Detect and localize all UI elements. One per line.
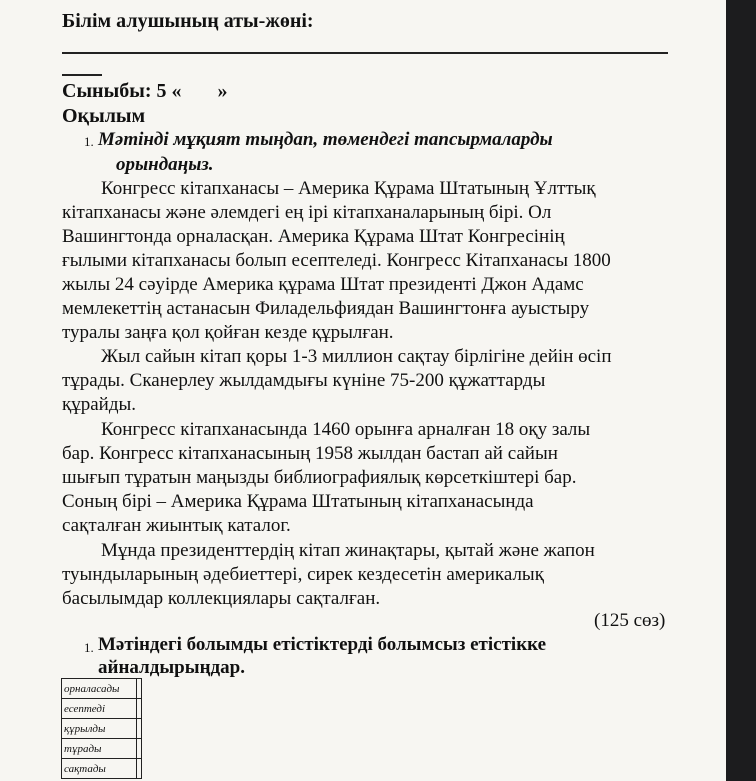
table-row bbox=[62, 719, 142, 739]
text-line: құрайды. bbox=[62, 394, 137, 415]
text-line: Мұнда президенттердің кітап жинақтары, қытай және жапон bbox=[101, 540, 595, 561]
verb-cell: құрылды bbox=[62, 719, 137, 739]
text-line: туралы заңға қол қойған кезде құрылған. bbox=[62, 322, 394, 343]
text-line: басылымдар коллекциялары сақталған. bbox=[62, 588, 381, 609]
text-line: тұрады. Сканерлеу жылдамдығы күніне 75-200 құжаттарды bbox=[62, 370, 546, 391]
text-line: Конгресс кітапханасы – Америка Құрама Штатының Ұлттық bbox=[101, 178, 596, 199]
class-value: 5 « bbox=[156, 80, 182, 102]
text-line: Конгресс кітапханасында 1460 орынға арналған 18 оқу залы bbox=[101, 419, 591, 440]
answer-cell[interactable] bbox=[137, 699, 142, 719]
task2-line1: Мәтіндегі болымды етістіктерді болымсыз етістікке bbox=[98, 634, 547, 655]
verb-cell: тұрады bbox=[62, 739, 137, 759]
verb-cell: сақтады bbox=[62, 759, 137, 779]
table-row bbox=[62, 739, 142, 759]
text-line: туындыларының әдебиеттері, сирек кездесетін америкалық bbox=[62, 564, 544, 585]
verb-cell: орналасады bbox=[62, 679, 137, 699]
name-answer-line bbox=[62, 52, 668, 54]
word-count: (125 сөз) bbox=[594, 610, 666, 631]
task2-number: 1. bbox=[84, 640, 94, 655]
table-row bbox=[62, 679, 142, 699]
task1-line2: орындаңыз. bbox=[116, 154, 214, 175]
text-line: ғылыми кітапханасы болып есептеледі. Конгресс Кітапханасы 1800 bbox=[62, 250, 611, 271]
text-line: Жыл сайын кітап қоры 1-3 миллион сақтау бірлігіне дейін өсіп bbox=[101, 346, 612, 367]
verbs-table bbox=[61, 678, 142, 779]
short-rule bbox=[62, 74, 102, 76]
answer-cell[interactable] bbox=[137, 739, 142, 759]
task1-line1: Мәтінді мұқият тыңдап, төмендегі тапсырмаларды bbox=[98, 129, 553, 150]
answer-cell[interactable] bbox=[137, 679, 142, 699]
class-line bbox=[62, 80, 227, 103]
text-line: мемлекеттің астанасын Филадельфиядан Вашингтонға ауыстыру bbox=[62, 298, 590, 319]
text-line: сақталған жиынтық каталог. bbox=[62, 515, 291, 536]
text-line: жылы 24 сәуірде Америка құрама Штат президенті Джон Адамс bbox=[62, 274, 584, 295]
table-row bbox=[62, 759, 142, 779]
section-title: Оқылым bbox=[62, 105, 146, 127]
text-line: шығып тұратын маңызды библиографиялық көрсеткіштері бар. bbox=[62, 467, 577, 488]
task2-line2: айналдырыңдар. bbox=[98, 657, 245, 678]
text-line: бар. Конгресс кітапханасының 1958 жылдан бастап ай сайын bbox=[62, 443, 558, 464]
text-line: Вашингтонда орналасқан. Америка Құрама Штат Конгресінің bbox=[62, 226, 565, 247]
answer-cell[interactable] bbox=[137, 719, 142, 739]
verb-cell: есептеді bbox=[62, 699, 137, 719]
student-name-label: Білім алушының аты-жөні: bbox=[62, 10, 314, 32]
task1-number: 1. bbox=[84, 134, 94, 149]
text-line: кітапханасы және әлемдегі ең ірі кітапханаларының бірі. Ол bbox=[62, 202, 552, 223]
text-line: Соның бірі – Америка Құрама Штатының кітапханасында bbox=[62, 491, 534, 512]
class-label: Сыныбы: bbox=[62, 80, 152, 102]
table-row bbox=[62, 699, 142, 719]
class-close-quote: » bbox=[217, 80, 228, 102]
answer-cell[interactable] bbox=[137, 759, 142, 779]
